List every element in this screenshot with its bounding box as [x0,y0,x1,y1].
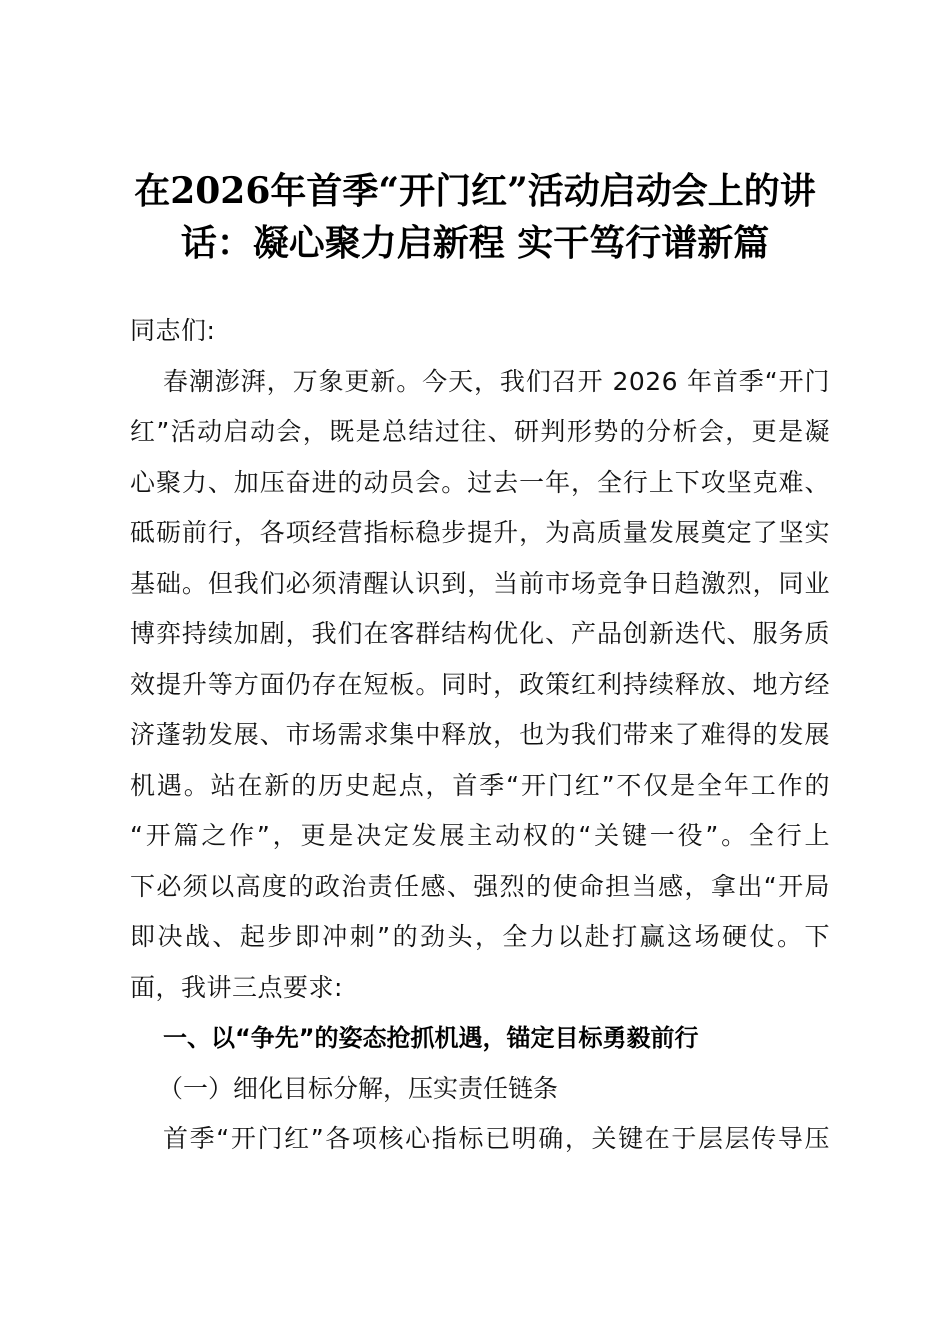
intro-paragraph [130,357,830,1014]
document-title [120,165,830,269]
paragraph-line: 砥砺前行，各项经营指标稳步提升，为高质量发展奠定了坚实 [130,518,830,547]
subsection-heading-1: （一）细化目标分解，压实责任链条 [158,1073,559,1103]
paragraph-line: 面，我讲三点要求: [130,972,343,1002]
paragraph-line: 济蓬勃发展、市场需求集中释放，也为我们带来了难得的发展 [130,720,830,749]
paragraph-line: 红”活动启动会，既是总结过往、研判形势的分析会，更是凝 [130,417,830,446]
paragraph-line: “开篇之作”，更是决定发展主动权的“关键一役”。全行上 [130,821,830,850]
paragraph-line: 机遇。站在新的历史起点，首季“开门红”不仅是全年工作的 [130,770,830,800]
title-line-1: 在2026年首季“开门红”活动启动会上的讲 [134,170,816,212]
paragraph-line: 即决战、起步即冲刺”的劲头，全力以赴打赢这场硬仗。下 [130,922,830,951]
paragraph-line: 效提升等方面仍存在短板。同时，政策红利持续释放、地方经 [130,669,830,699]
paragraph-line: 基础。但我们必须清醒认识到，当前市场竞争日趋激烈，同业 [130,568,830,598]
document-body [130,306,830,1165]
paragraph-line: 博弈持续加剧，我们在客群结构优化、产品创新迭代、服务质 [130,619,830,648]
paragraph-line: 心聚力、加压奋进的动员会。过去一年，全行上下攻坚克难、 [130,467,830,497]
paragraph-line: 春潮澎湃，万象更新。今天，我们召开 2026 年首季“开门 [163,366,830,396]
subsection-paragraph-line: 首季“开门红”各项核心指标已明确，关键在于层层传导压 [163,1124,830,1153]
paragraph-line: 下必须以高度的政治责任感、强烈的使命担当感，拿出“开局 [130,871,830,901]
section-heading-1: 一、以“争先”的姿态抢抓机遇，锚定目标勇毅前行 [163,1024,699,1052]
title-line-2: 话：凝心聚力启新程 实干笃行谱新篇 [180,222,770,264]
salutation: 同志们: [130,316,216,345]
